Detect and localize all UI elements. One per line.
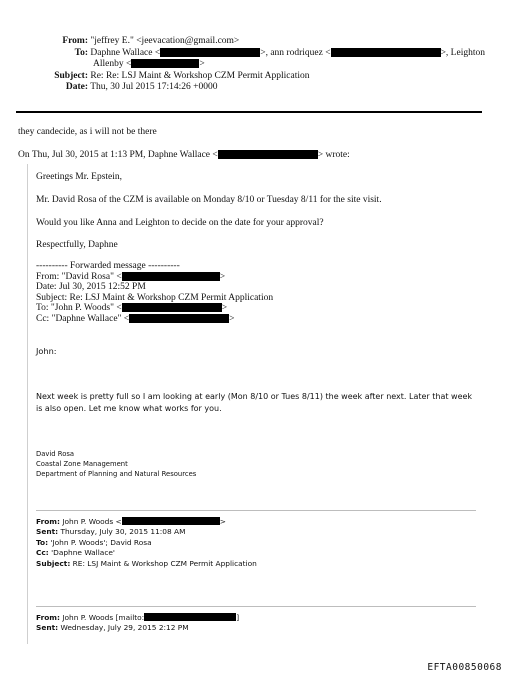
subject-label: Subject: [54,70,88,81]
woods1-subject [36,559,257,569]
to-value-part5: > [199,59,205,69]
woods1-cc-value: 'Daphne Wallace' [48,548,115,558]
woods1-subject-value: RE: LSJ Maint & Workshop CZM Permit Application [70,558,257,568]
rosa-salutation: John: [36,346,57,356]
woods1-from-label: From: [36,517,60,526]
forwarded-cc [36,314,273,325]
quote-attribution [18,150,350,162]
fwd-cc-close: > [229,313,235,324]
woods1-subject-label: Subject: [36,558,71,568]
woods2-from [36,613,239,623]
forwarded-to [36,303,273,314]
woods2-sent-label: Sent: [36,623,59,633]
woods1-cc [36,548,257,558]
fwd-cc-text: Cc: "Daphne Wallace" < [36,313,130,324]
outlook-separator [36,606,476,607]
woods1-from [36,517,257,527]
header-date-row [18,82,485,94]
rosa-body-line1: Next week is pretty full so I am looking at early (Mon 8/10 or Tues 8/11) the week after next. Later that week [36,392,473,401]
quoted-signoff: Respectfully, Daphne [36,240,118,250]
forwarded-block [36,261,273,325]
header-divider [16,111,482,113]
to-value-part3: >, Leighton [440,47,485,58]
forwarded-from [36,272,273,283]
subject-value: Re: Re: LSJ Maint & Workshop CZM Permit Application [90,70,310,81]
woods1-cc-label: Cc: [36,548,49,558]
attribution-suffix: > wrote: [317,150,350,160]
to-value-part4: Allenby < [93,59,132,69]
bates-number: EFTA00850068 [427,662,502,673]
forwarded-divider-line: ---------- Forwarded message ---------- [36,261,180,271]
fwd-to-text: To: "John P. Woods" < [36,303,122,314]
woods1-sent-value: Thursday, July 30, 2015 11:08 AM [58,527,186,537]
redaction-box [144,613,236,621]
redaction-box [160,48,260,57]
header-to-row [18,48,485,60]
rosa-body-line2: is also open. Let me know what works for you. [36,403,222,413]
signature-org: Coastal Zone Management [36,460,128,468]
to-value-part2: >, ann rodriquez < [260,47,331,58]
reply-body: they candecide, as i will not be there [18,127,157,137]
forwarded-date: Date: Jul 30, 2015 12:52 PM [36,282,146,293]
quoted-greeting: Greetings Mr. Epstein, [36,172,123,182]
fwd-from-text: From: "David Rosa" < [36,271,122,282]
to-value-part1: Daphne Wallace < [90,47,161,58]
woods-header-1 [36,517,257,569]
redaction-box [122,272,220,281]
header-subject-row [18,71,485,83]
outlook-separator [36,510,476,511]
header-to-row-cont [18,59,485,71]
rosa-body [36,391,472,414]
woods1-sent-label: Sent: [36,527,59,537]
attribution-prefix: On Thu, Jul 30, 2015 at 1:13 PM, Daphne Wallace < [18,150,218,160]
woods2-from-close: ] [236,613,240,622]
woods2-sent-value: Wednesday, July 29, 2015 2:12 PM [58,623,189,633]
quoted-para2: Would you like Anna and Leighton to decide on the date for your approval? [36,218,324,228]
fwd-to-close: > [221,303,228,314]
redaction-box [131,59,199,68]
date-label: Date: [65,82,88,92]
woods2-from-label: From: [36,613,60,622]
redaction-box [122,517,220,525]
email-header [18,36,485,94]
redaction-box [122,303,222,312]
quoted-para1: Mr. David Rosa of the CZM is available on Monday 8/10 or Tuesday 8/11 for the site visit. [36,195,382,205]
signature-dept: Department of Planning and Natural Resources [36,470,197,478]
redaction-box [129,314,229,323]
woods1-to-label: To: [36,537,49,547]
woods1-to-value: 'John P. Woods'; David Rosa [48,537,152,547]
woods1-sent [36,527,257,537]
from-value: "jeffrey E." <jeevacation@gmail.com> [90,36,240,46]
from-label: From: [62,36,88,46]
redaction-box [218,150,318,159]
forwarded-subject: Subject: Re: LSJ Maint & Workshop CZM Permit Application [36,292,274,303]
woods1-from-value: John P. Woods < [59,517,122,526]
quote-bar [27,164,28,644]
redaction-box [331,48,441,57]
fwd-from-close: > [219,271,226,282]
header-from-row [18,36,485,48]
woods1-from-close: > [219,517,226,526]
date-value: Thu, 30 Jul 2015 17:14:26 +0000 [90,82,218,92]
woods2-sent [36,623,239,633]
signature-name: David Rosa [36,450,75,458]
woods-header-2 [36,613,239,634]
rosa-signature [36,449,196,479]
woods1-to [36,538,257,548]
woods2-from-value: John P. Woods [mailto: [59,613,145,622]
to-label: To: [74,47,88,58]
